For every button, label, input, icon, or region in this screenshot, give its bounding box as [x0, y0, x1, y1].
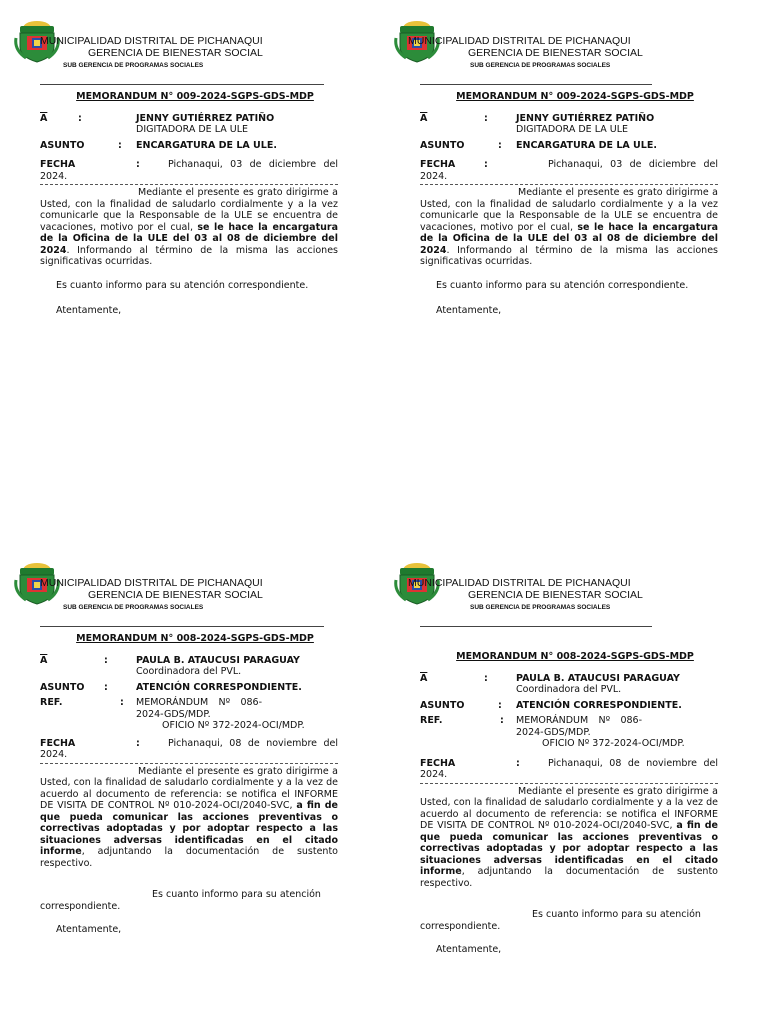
memo-008-left — [40, 577, 350, 936]
letterhead — [40, 577, 350, 626]
memo-body: Mediante el presente es grato dirigirme a Usted, con la finalidad de saludarlo cordialmente y a la vez de acuerdo al documento de referencia: se notifica el INFORME DE VISITA DE CONTROL Nº 010-2024-OCI/2040-SVC, a fin de que pueda comunicar las acciones preventivas o correctivas adoptadas y por adoptar respecto a las situaciones adversas identificadas en el citado informe, adjuntando la documentación de sustento respectivo. — [40, 765, 338, 869]
signoff: Atentamente, — [436, 944, 502, 955]
date-value: Pichanaqui, 08 de noviembre del 2024. — [40, 737, 338, 760]
date-label: FECHA — [420, 757, 456, 769]
memo-body: Mediante el presente es grato dirigirme a Usted, con la finalidad de saludarlo cordialmente y a la vez comunicarle que la Responsable de la ULE se encuentra de vacaciones, motivo por el cual, se le hace la encargatura de la Oficina de la ULE del 03 al 08 de diciembre del 2024. Informando al término de la misma las acciones significativas ocurridas. — [420, 187, 718, 267]
memo-body: Mediante el presente es grato dirigirme a Usted, con la finalidad de saludarlo cordialmente y a la vez de acuerdo al documento de referencia: se notifica el INFORME DE VISITA DE CONTROL Nº 010-2024-OCI/2040-SVC, a fin de que pueda comunicar las acciones preventivas o correctivas adoptadas y por adoptar respecto a las situaciones adversas identificadas en el citado informe, adjuntando la documentación de sustento respectivo. — [420, 785, 718, 889]
signoff: Atentamente, — [56, 305, 122, 316]
reference-oficio: OFICIO Nº 372-2024-OCI/MDP. — [542, 738, 685, 749]
recipient-row — [420, 673, 730, 696]
date-row — [420, 758, 730, 781]
municipality-name: MUNICIPALIDAD DISTRITAL DE PICHANAQUI — [408, 35, 631, 47]
reference-label: REF. — [40, 697, 63, 708]
colon: : — [136, 737, 140, 749]
recipient-row — [40, 655, 350, 678]
recipient-role: DIGITADORA DE LA ULE — [516, 124, 628, 135]
colon: : — [500, 715, 504, 726]
subject-value: ENCARGATURA DE LA ULE. — [136, 139, 277, 151]
subject-row — [420, 700, 730, 712]
recipient-name: PAULA B. ATAUCUSI PARAGUAY — [516, 672, 680, 684]
gerencia-name: GERENCIA DE BIENESTAR SOCIAL — [468, 589, 643, 601]
colon: : — [78, 112, 82, 124]
colon: : — [498, 699, 502, 711]
signoff: Atentamente, — [436, 305, 502, 316]
closing-line: Es cuanto informo para su atención correspondiente. — [436, 279, 689, 291]
memo-title: MEMORANDUM N° 009-2024-SGPS-GDS-MDP — [76, 91, 314, 102]
recipient-name: JENNY GUTIÉRREZ PATIÑO — [136, 112, 275, 124]
date-value: Pichanaqui, 03 de diciembre del 2024. — [420, 159, 718, 182]
recipient-role: Coordinadora del PVL. — [516, 684, 622, 695]
memo-009-left — [40, 35, 350, 317]
signoff: Atentamente, — [56, 924, 122, 935]
memo-body: Mediante el presente es grato dirigirme a Usted, con la finalidad de saludarlo cordialmente y a la vez comunicarle que la Responsable de la ULE se encuentra de vacaciones, motivo por el cual, se le hace la encargatura de la Oficina de la ULE del 03 al 08 de diciembre del 2024. Informando al término de la misma las acciones significativas ocurridas. — [40, 187, 338, 267]
subject-label: ASUNTO — [420, 699, 465, 711]
recipient-label: $\overline{A}$ — [420, 672, 428, 684]
letterhead — [40, 35, 350, 84]
subject-row — [40, 682, 350, 694]
gerencia-name: GERENCIA DE BIENESTAR SOCIAL — [468, 47, 643, 59]
memo-009-right — [408, 35, 730, 317]
recipient-role: Coordinadora del PVL. — [136, 666, 242, 677]
sub-gerencia-name: SUB GERENCIA DE PROGRAMAS SOCIALES — [470, 62, 611, 69]
colon: : — [484, 112, 488, 124]
reference-label: REF. — [420, 715, 443, 726]
colon: : — [104, 681, 108, 693]
colon: : — [136, 159, 140, 170]
sub-gerencia-name: SUB GERENCIA DE PROGRAMAS SOCIALES — [63, 62, 204, 69]
dashed-divider — [420, 783, 718, 784]
date-row — [420, 159, 730, 182]
subject-value: ATENCIÓN CORRESPONDIENTE. — [516, 699, 682, 711]
subject-row — [40, 140, 350, 152]
subject-value: ATENCIÓN CORRESPONDIENTE. — [136, 681, 302, 693]
colon: : — [484, 159, 488, 170]
recipient-name: PAULA B. ATAUCUSI PARAGUAY — [136, 654, 300, 666]
recipient-row — [40, 113, 350, 136]
letterhead — [408, 35, 730, 84]
recipient-name: JENNY GUTIÉRREZ PATIÑO — [516, 112, 655, 124]
header-divider — [40, 84, 324, 85]
date-value: Pichanaqui, 03 de diciembre del 2024. — [40, 159, 338, 182]
gerencia-name: GERENCIA DE BIENESTAR SOCIAL — [88, 589, 263, 601]
date-row — [40, 159, 350, 182]
reference-oficio: OFICIO Nº 372-2024-OCI/MDP. — [162, 720, 305, 731]
colon: : — [104, 654, 108, 666]
dashed-divider — [420, 184, 718, 185]
recipient-label: $\overline{A}$ — [420, 112, 428, 124]
sub-gerencia-name: SUB GERENCIA DE PROGRAMAS SOCIALES — [470, 604, 611, 611]
subject-row — [420, 140, 730, 152]
reference-row — [420, 715, 730, 750]
recipient-role: DIGITADORA DE LA ULE — [136, 124, 248, 135]
subject-label: ASUNTO — [420, 139, 465, 151]
date-label: FECHA — [40, 159, 76, 170]
gerencia-name: GERENCIA DE BIENESTAR SOCIAL — [88, 47, 263, 59]
memo-008-right — [408, 577, 730, 956]
header-divider — [420, 626, 652, 627]
header-divider — [40, 626, 324, 627]
closing-line: Es cuanto informo para su atención correspondiente. — [56, 279, 309, 291]
colon: : — [484, 672, 488, 684]
memo-title: MEMORANDUM N° 009-2024-SGPS-GDS-MDP — [456, 91, 694, 102]
municipality-name: MUNICIPALIDAD DISTRITAL DE PICHANAQUI — [40, 577, 263, 589]
closing-line: Es cuanto informo para su atención correspondiente. — [420, 909, 701, 932]
colon: : — [516, 757, 520, 769]
reference-memo: MEMORÁNDUM Nº 086-2024-GDS/MDP. — [136, 697, 262, 720]
municipality-name: MUNICIPALIDAD DISTRITAL DE PICHANAQUI — [40, 35, 263, 47]
reference-memo: MEMORÁNDUM Nº 086-2024-GDS/MDP. — [516, 715, 642, 738]
date-label: FECHA — [40, 737, 76, 749]
closing-line: Es cuanto informo para su atención correspondiente. — [40, 889, 321, 912]
memo-title: MEMORANDUM N° 008-2024-SGPS-GDS-MDP — [76, 633, 314, 644]
recipient-label: $\overline{A}$ — [40, 112, 48, 124]
letterhead — [408, 577, 730, 626]
recipient-row — [420, 113, 730, 136]
reference-row — [40, 697, 350, 732]
subject-label: ASUNTO — [40, 681, 85, 693]
date-row — [40, 738, 350, 761]
colon: : — [118, 139, 122, 151]
header-divider — [420, 84, 652, 85]
memo-title: MEMORANDUM N° 008-2024-SGPS-GDS-MDP — [456, 651, 694, 662]
subject-value: ENCARGATURA DE LA ULE. — [516, 139, 657, 151]
recipient-label: $\overline{A}$ — [40, 654, 48, 666]
colon: : — [498, 139, 502, 151]
date-value: Pichanaqui, 08 de noviembre del 2024. — [420, 757, 718, 780]
colon: : — [120, 697, 124, 708]
subject-label: ASUNTO — [40, 139, 85, 151]
date-label: FECHA — [420, 159, 456, 170]
sub-gerencia-name: SUB GERENCIA DE PROGRAMAS SOCIALES — [63, 604, 204, 611]
municipality-name: MUNICIPALIDAD DISTRITAL DE PICHANAQUI — [408, 577, 631, 589]
dashed-divider — [40, 184, 338, 185]
dashed-divider — [40, 763, 338, 764]
